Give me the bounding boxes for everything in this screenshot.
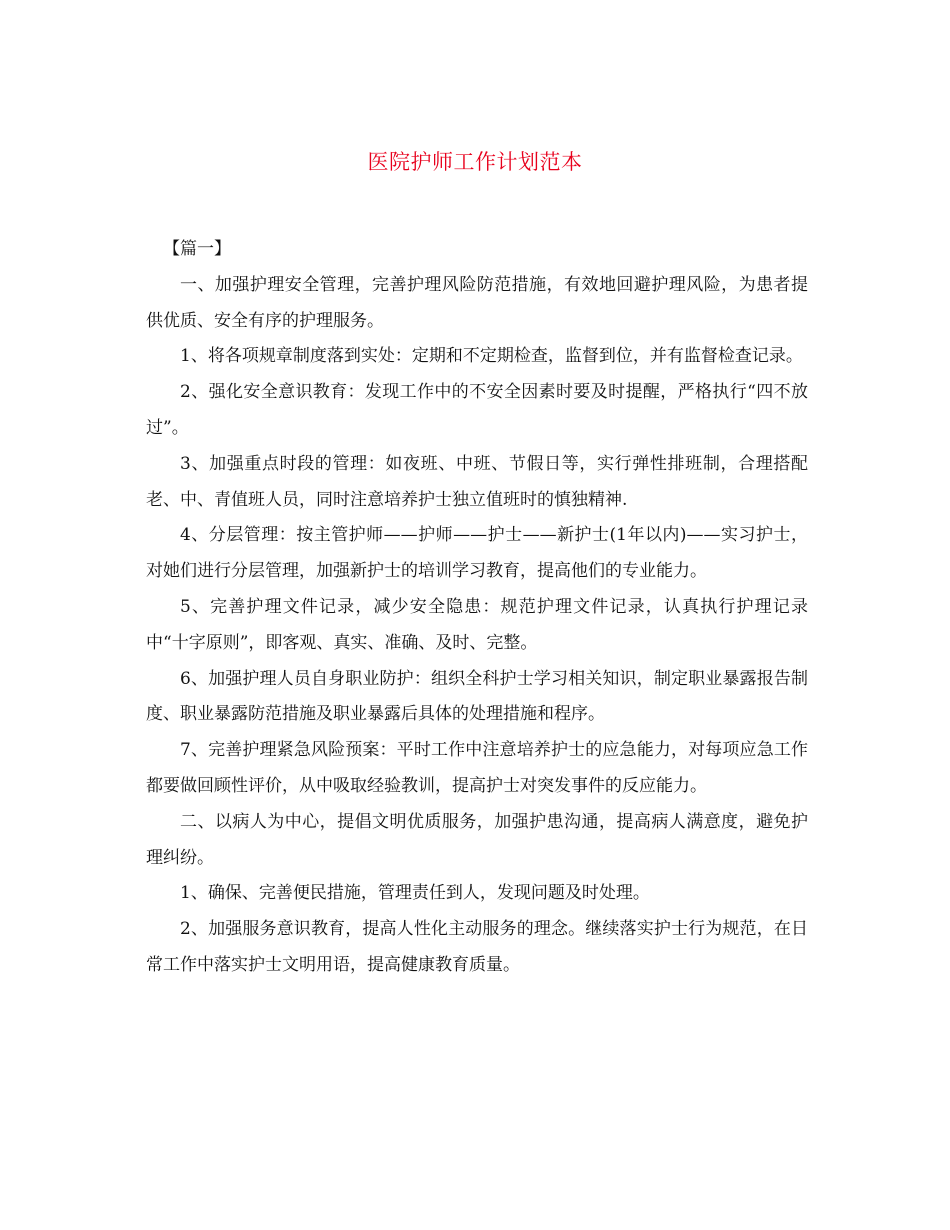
paragraph-section-2-heading: 二、以病人为中心，提倡文明优质服务，加强护患沟通，提高病人满意度，避免护理纠纷。 — [146, 811, 808, 868]
paragraph-section-1-heading: 一、加强护理安全管理，完善护理风险防范措施，有效地回避护理风险，为患者提供优质、安全有序的护理服务。 — [146, 274, 808, 331]
document-title: 医院护师工作计划范本 — [367, 150, 583, 174]
paragraph-item-1-4: 4、分层管理：按主管护师——护师——护士——新护士(1年以内)——实习护士，对她们进行分层管理，加强新护士的培训学习教育，提高他们的专业能力。 — [146, 525, 808, 582]
paragraph-item-1-5: 5、完善护理文件记录，减少安全隐患：规范护理文件记录，认真执行护理记录中“十字原则”，即客观、真实、准确、及时、完整。 — [146, 596, 808, 653]
document-body — [146, 232, 808, 984]
paragraph-item-2-2: 2、加强服务意识教育，提高人性化主动服务的理念。继续落实护士行为规范，在日常工作中落实护士文明用语，提高健康教育质量。 — [146, 919, 808, 975]
paragraph-item-1-3: 3、加强重点时段的管理：如夜班、中班、节假日等，实行弹性排班制，合理搭配老、中、青值班人员，同时注意培养护士独立值班时的慎独精神. — [146, 453, 808, 510]
section-label: 【篇一】 — [163, 239, 231, 259]
paragraph-item-1-2: 2、强化安全意识教育：发现工作中的不安全因素时要及时提醒，严格执行“四不放过”。 — [146, 382, 808, 438]
paragraph-item-1-7: 7、完善护理紧急风险预案：平时工作中注意培养护士的应急能力，对每项应急工作都要做回顾性评价，从中吸取经验教训，提高护士对突发事件的反应能力。 — [146, 740, 808, 796]
paragraph-item-2-1: 1、确保、完善便民措施，管理责任到人，发现问题及时处理。 — [180, 883, 650, 904]
paragraph-item-1-6: 6、加强护理人员自身职业防护：组织全科护士学习相关知识，制定职业暴露报告制度、职业暴露防范措施及职业暴露后具体的处理措施和程序。 — [146, 668, 808, 725]
paragraph-item-1-1: 1、将各项规章制度落到实处：定期和不定期检查，监督到位，并有监督检查记录。 — [180, 346, 803, 367]
